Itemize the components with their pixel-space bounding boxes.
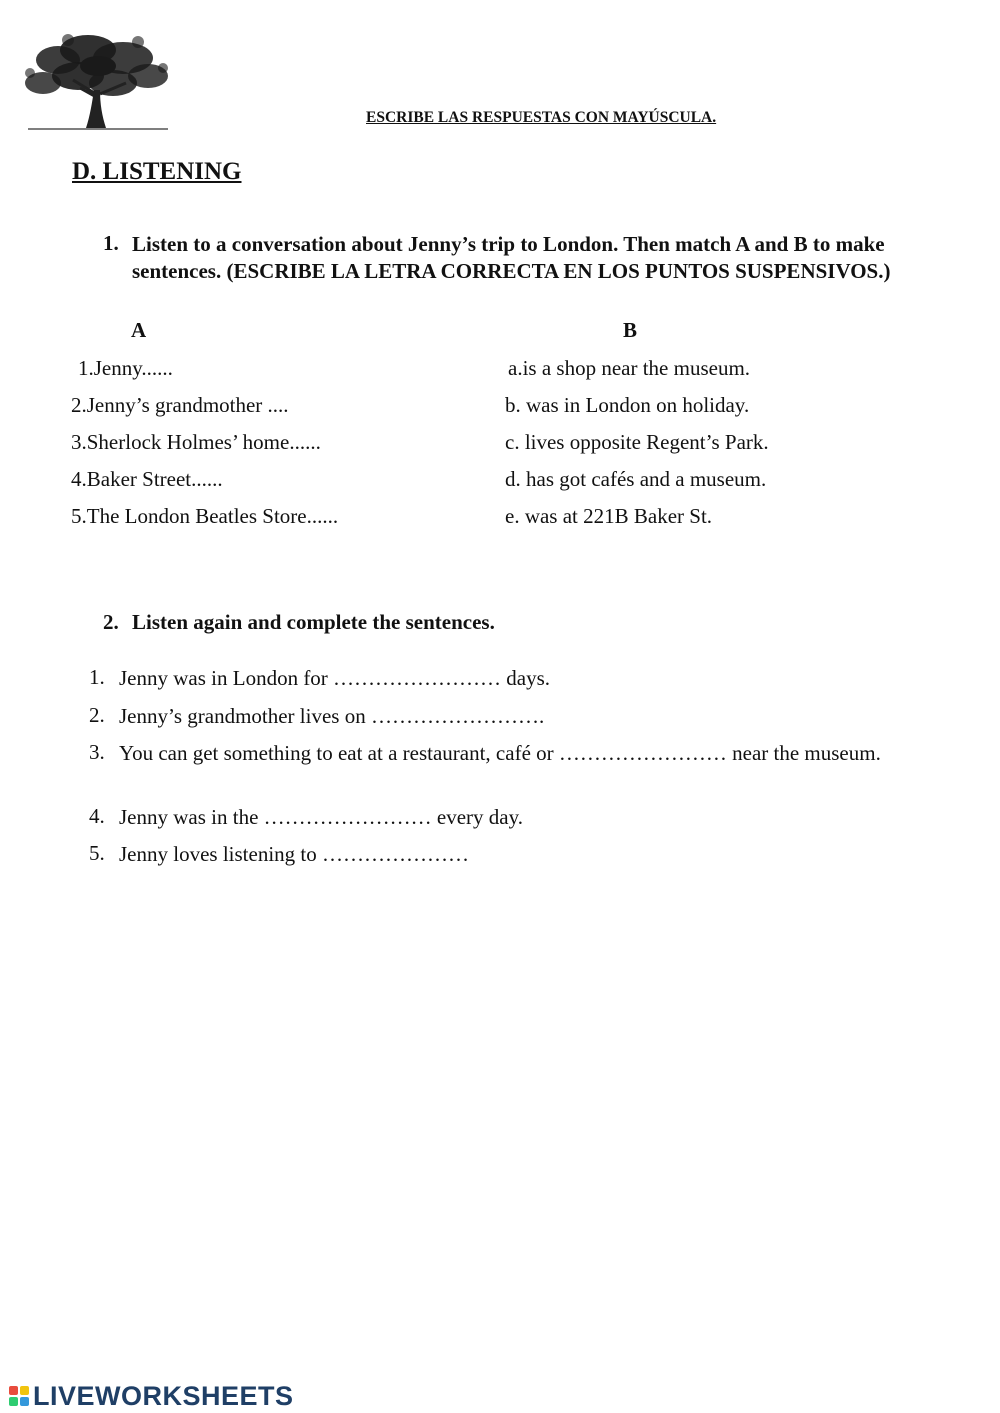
sentence-text[interactable]: You can get something to eat at a restaurant, café or …………………… near the museum. (119, 741, 881, 765)
sentence-text[interactable]: Jenny loves listening to ………………… (119, 842, 469, 866)
match-b-item: e. was at 221B Baker St. (505, 504, 713, 528)
sentence-number: 2. (89, 703, 105, 727)
brand-name: LIVEWORKSHEETS (33, 1380, 294, 1411)
exercise2-instruction: Listen again and complete the sentences. (132, 610, 495, 634)
exercise1-number: 1. (103, 231, 119, 255)
sentence-number: 1. (89, 665, 105, 689)
tree-image (18, 28, 173, 133)
match-b-item: a.is a shop near the museum. (508, 356, 751, 380)
match-a-item: 1.Jenny...... (78, 356, 173, 380)
column-b-header: B (623, 318, 638, 342)
section-title: D. LISTENING (72, 158, 242, 185)
match-a-item: 3.Sherlock Holmes’ home...... (71, 430, 321, 454)
match-a-item: 4.Baker Street...... (71, 467, 223, 491)
sentence-number: 4. (89, 804, 105, 828)
match-b-item: c. lives opposite Regent’s Park. (505, 430, 769, 454)
logo-icon (9, 1386, 29, 1406)
sentence-number: 5. (89, 841, 105, 865)
match-b-item: d. has got cafés and a museum. (505, 467, 767, 491)
column-a-header: A (131, 318, 147, 342)
sentence-text[interactable]: Jenny’s grandmother lives on ……………………. (119, 704, 545, 728)
exercise2-number: 2. (103, 610, 119, 634)
sentence-number: 3. (89, 740, 105, 764)
match-a-item: 2.Jenny’s grandmother .... (71, 393, 289, 417)
exercise1-instruction: Listen to a conversation about Jenny’s trip to London. Then match A and B to make sentences. (ESCRIBE LA LETRA CORRECTA EN LOS PUNTOS SUSPENSIVOS.) (132, 232, 891, 283)
sentence-text[interactable]: Jenny was in the …………………… every day. (119, 805, 523, 829)
match-a-item: 5.The London Beatles Store...... (71, 504, 339, 528)
liveworksheets-logo (9, 1381, 294, 1411)
match-b-item: b. was in London on holiday. (505, 393, 750, 417)
answer-instruction: ESCRIBE LAS RESPUESTAS CON MAYÚSCULA. (366, 109, 717, 126)
sentence-text[interactable]: Jenny was in London for …………………… days. (119, 666, 551, 690)
